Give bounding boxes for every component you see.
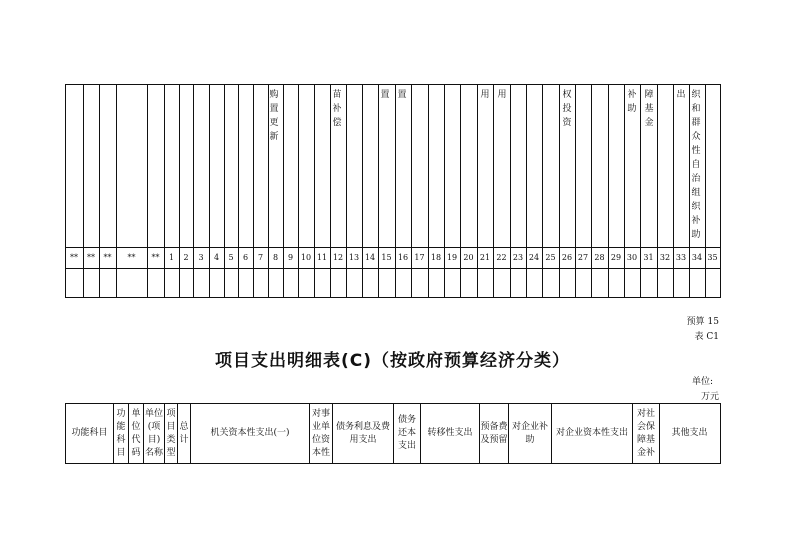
column-number: 29 [610,253,622,262]
top-table-vline [542,84,543,298]
top-table-vline [147,84,148,298]
top-table-vline [238,84,239,298]
header-total: 总计 [179,421,189,445]
top-table-vline [395,84,396,298]
column-number: 24 [528,253,540,262]
header-function-subject: 功能科目 [71,428,108,438]
unit-value: 万元 [700,392,719,402]
top-table-vline [477,84,478,298]
column-number: 31 [643,253,654,262]
column-number: 4 [213,253,220,262]
header-unit-code: 单位代码 [131,408,141,458]
top-table-vline [493,84,494,298]
column-number: 15 [381,253,392,262]
header-social-security-fund: 对社会保障基金补 [636,408,655,458]
column-number: 18 [430,253,442,262]
column-number: 12 [332,253,344,262]
column-number: 1 [168,253,175,262]
header-use-1: 用 [480,90,490,100]
page-title: 项目支出明细表(C)（按政府预算经济分类） [214,351,570,371]
star-cell: ** [87,253,95,262]
star-cell: ** [70,253,78,262]
top-table-vline [510,84,511,298]
header-debt-interest: 债务利息及费用支出 [335,421,390,445]
top-table-vline [428,84,429,298]
column-number: 25 [545,253,556,262]
column-number: 33 [675,253,687,262]
column-number: 9 [287,253,294,262]
top-table-vline [346,84,347,298]
column-number: 27 [577,253,589,262]
top-table-vline [65,84,66,298]
header-institution-capital: 对事业单位资本性 [311,408,330,458]
column-number: 26 [561,253,573,262]
bottom-table-vline [720,403,721,464]
top-table-vline [378,84,379,298]
top-table-vline [591,84,592,298]
top-table-vline [559,84,560,298]
top-table-vline [116,84,117,298]
header-unit-project-name: 单位(项目)名称 [144,408,163,458]
top-table-vline [640,84,641,298]
header-reserve-fund: 预备费及预留 [480,421,508,445]
column-number: 32 [659,253,671,262]
top-table-vline [99,84,100,298]
column-number: 3 [198,253,204,262]
column-number: 20 [463,253,474,262]
header-expenditure: 出 [676,90,686,100]
header-enterprise-capital: 对企业资本性支出 [555,428,628,438]
top-table-vline [314,84,315,298]
header-enterprise-subsidy: 对企业补助 [511,421,548,445]
column-number: 2 [183,253,189,262]
top-table-vline [411,84,412,298]
star-cell: ** [151,253,160,262]
column-number: 13 [348,253,360,262]
column-number: 7 [257,253,264,262]
top-table-vline [624,84,625,298]
column-number: 8 [272,253,279,262]
top-table-vline [608,84,609,298]
header-function-subject-vertical: 功能科目 [116,408,126,458]
column-number: 6 [242,253,249,262]
top-table-vline [460,84,461,298]
star-cell: ** [127,253,136,262]
column-number: 35 [707,253,718,262]
top-table-vline [720,84,721,298]
column-number: 28 [594,253,605,262]
table-code: 表 C1 [694,332,719,342]
top-table-vline [526,84,527,298]
column-number: 30 [626,253,638,262]
unit-label: 单位: [691,377,713,387]
header-security-fund: 障基金 [644,90,654,128]
header-other-expenditure: 其他支出 [671,428,708,438]
top-table-vline [83,84,84,298]
column-number: 21 [479,253,491,262]
column-number: 19 [446,253,458,262]
column-number: 11 [316,253,328,262]
page-label: 预算 15 [686,317,719,327]
top-table-vline [673,84,674,298]
top-table-vline [444,84,445,298]
header-project-type: 项目类型 [166,408,176,458]
header-subsidy: 补助 [627,90,637,114]
header-use-2: 用 [497,90,507,100]
top-table-vline [164,84,165,298]
column-number: 34 [691,253,703,262]
top-table-vline [283,84,284,298]
column-number: 10 [300,253,312,262]
header-purchase-update: 购置更新 [269,90,279,142]
header-debt-principal: 债务还本支出 [397,415,416,451]
header-mass-org-subsidy: 织和群众性自治组织补助 [691,90,701,240]
star-cell: ** [103,253,112,262]
header-organ-capital-expenditure: 机关资本性支出(一) [210,428,290,438]
column-number: 22 [496,253,507,262]
header-equity-investment: 权投资 [562,90,572,128]
top-table-vline [362,84,363,298]
header-seedling-compensation: 苗补偿 [332,90,342,128]
top-table-vline [209,84,210,298]
header-transfer-expenditure: 转移性支出 [427,428,473,438]
top-table-vline [705,84,706,298]
top-table-vline [179,84,180,298]
column-number: 14 [364,253,376,262]
column-number: 5 [228,253,234,262]
top-table-vline [298,84,299,298]
header-setting-1: 置 [380,90,390,100]
column-number: 16 [397,253,409,262]
header-setting-2: 置 [397,90,407,100]
top-table-vline [253,84,254,298]
top-table-vline [193,84,194,298]
top-table-vline [575,84,576,298]
column-number: 23 [512,253,524,262]
top-table-vline [224,84,225,298]
top-table-vline [657,84,658,298]
column-number: 17 [414,253,425,262]
